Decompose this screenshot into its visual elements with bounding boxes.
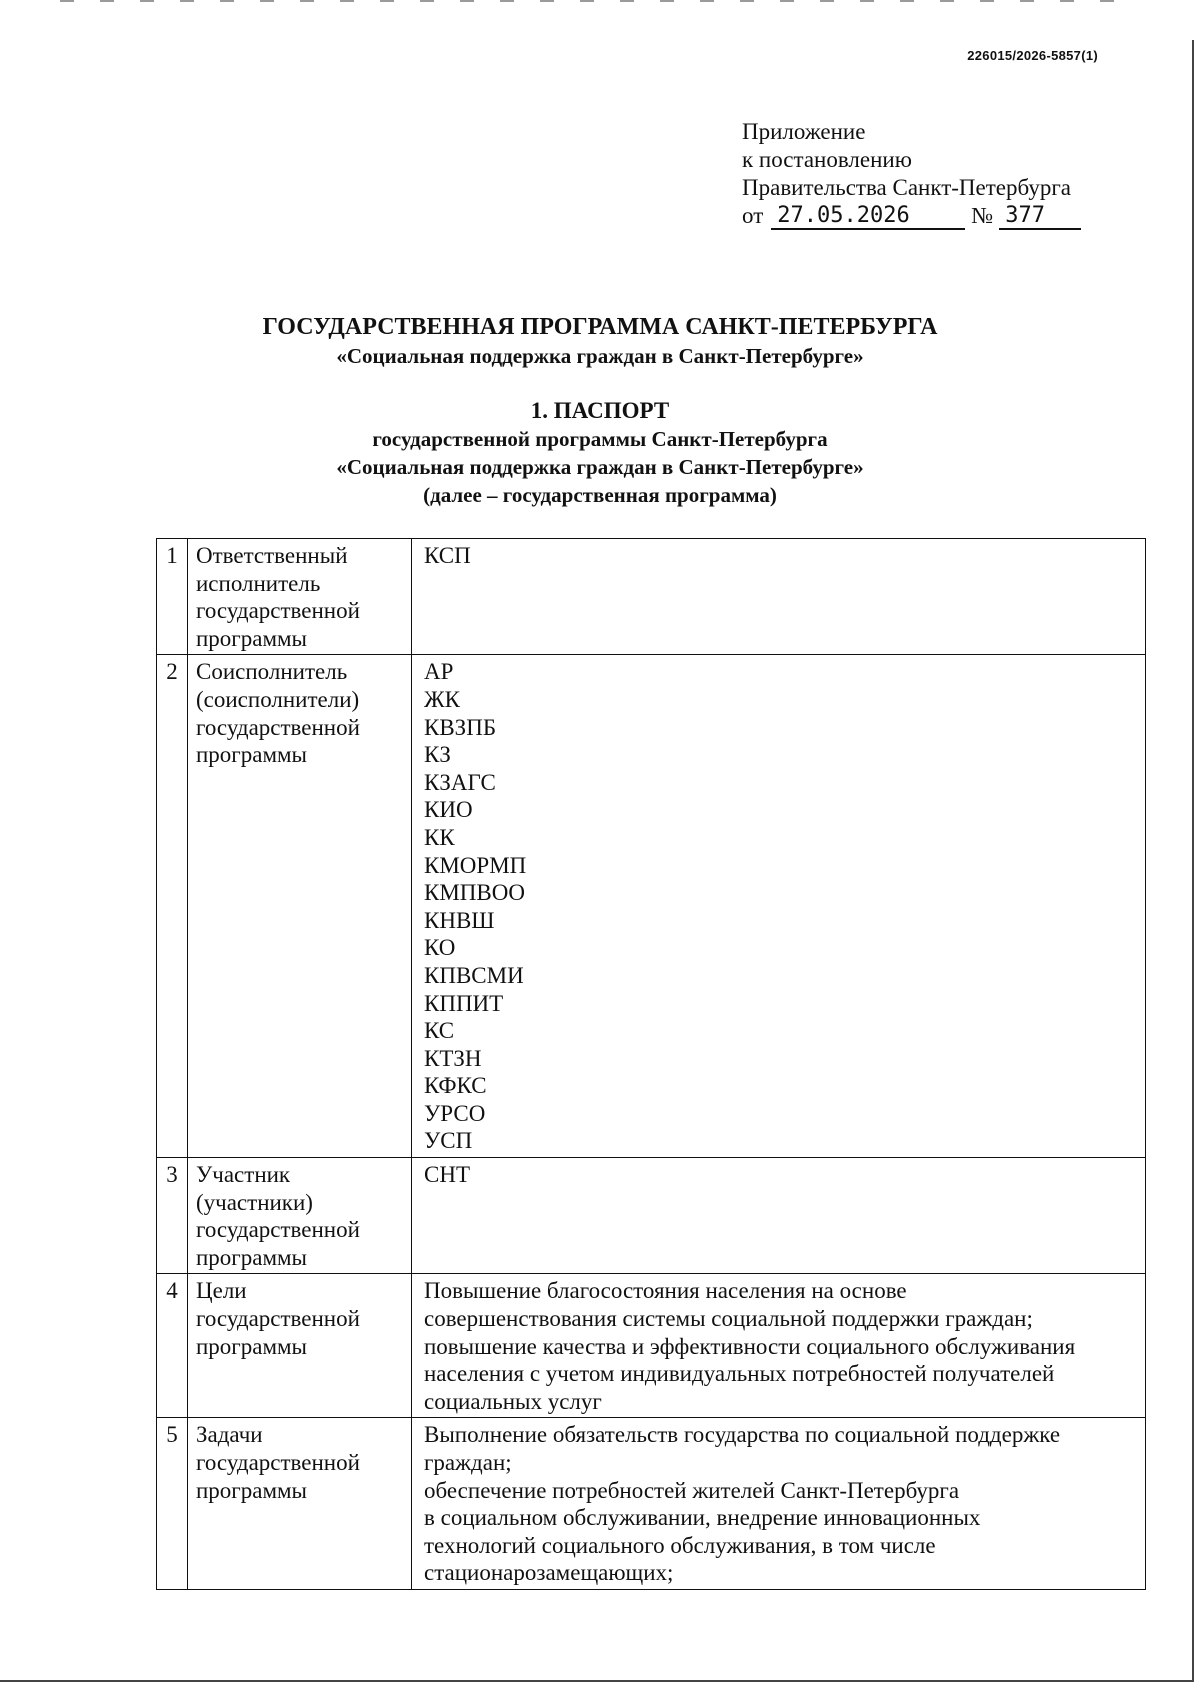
row-value [412, 655, 1146, 1158]
section-line-1: государственной программы Санкт-Петербурга [372, 427, 828, 451]
row-number: 5 [157, 1418, 188, 1590]
row-label [188, 539, 412, 655]
label-line: государственной [196, 1306, 360, 1332]
table-row [157, 1274, 1146, 1418]
label-line: программы [196, 1244, 308, 1270]
section-line-3: (далее – государственная программа) [423, 483, 777, 507]
appendix-block [742, 118, 1081, 230]
co-executor-item: КС [424, 1018, 455, 1044]
co-executor-item: КВЗПБ [424, 714, 497, 740]
passport-table [156, 538, 1146, 1590]
label-line: Соисполнитель [196, 659, 348, 685]
resolution-date: 27.05.2026 [771, 204, 965, 230]
row-number: 4 [157, 1274, 188, 1418]
label-line: Задачи [196, 1422, 263, 1448]
section-heading: 1. ПАСПОРТ [530, 398, 670, 423]
label-line: (участники) [196, 1189, 313, 1215]
co-executor-item: АР [424, 659, 454, 685]
scan-edge-bottom [0, 1680, 1194, 1682]
label-line: Ответственный [196, 543, 348, 568]
document-registration-code: 226015/2026-5857(1) [967, 48, 1098, 63]
row-label [188, 1418, 412, 1590]
value-line: СНТ [424, 1162, 470, 1188]
table-row [157, 1158, 1146, 1274]
row-label [188, 1274, 412, 1418]
co-executor-item: КМОРМП [424, 852, 527, 878]
co-executor-item: ЖК [424, 686, 460, 712]
co-executor-item: КППИТ [424, 990, 504, 1016]
row-value [412, 1418, 1146, 1590]
row-number: 1 [157, 539, 188, 655]
program-title: ГОСУДАРСТВЕННАЯ ПРОГРАММА САНКТ-ПЕТЕРБУРГА [262, 314, 938, 340]
label-line: государственной [196, 598, 360, 624]
co-executor-item: КПВСМИ [424, 962, 524, 988]
value-line: Выполнение обязательств государства по социальной поддержке [424, 1422, 1061, 1448]
appendix-line-3: Правительства Санкт-Петербурга [742, 175, 1071, 200]
value-line: социальных услуг [424, 1388, 602, 1414]
co-executor-item: УРСО [424, 1100, 486, 1126]
label-line: исполнитель [196, 570, 321, 596]
value-line: обеспечение потребностей жителей Санкт-Петербурга [424, 1477, 960, 1503]
label-line: программы [196, 742, 308, 768]
row-label [188, 655, 412, 1158]
value-line: в социальном обслуживании, внедрение инновационных [424, 1505, 981, 1531]
title-block [0, 312, 1200, 509]
section-line-2: «Социальная поддержка граждан в Санкт-Петербурге» [336, 455, 864, 479]
label-line: программы [196, 1333, 308, 1359]
co-executor-item: КНВШ [424, 907, 495, 933]
value-line: технологий социального обслуживания, в том числе [424, 1532, 936, 1558]
number-sign: № [971, 203, 994, 228]
table-row [157, 655, 1146, 1158]
co-executor-item: КК [424, 824, 455, 850]
label-line: государственной [196, 1450, 360, 1475]
value-line: КСП [424, 543, 471, 568]
label-line: (соисполнители) [196, 686, 360, 712]
co-executor-item: КФКС [424, 1073, 487, 1099]
label-line: государственной [196, 714, 360, 740]
scan-edge-top [60, 0, 1140, 2]
value-line: стационарозамещающих; [424, 1560, 674, 1586]
resolution-number: 377 [999, 204, 1081, 230]
scan-edge-right [1192, 40, 1194, 1682]
co-executor-item: УСП [424, 1128, 473, 1154]
value-line: повышение качества и эффективности социального обслуживания [424, 1333, 1076, 1359]
table-row [157, 1418, 1146, 1590]
row-number: 3 [157, 1158, 188, 1274]
co-executor-item: КЗ [424, 742, 451, 768]
row-number: 2 [157, 655, 188, 1158]
value-line: граждан; [424, 1450, 512, 1475]
co-executor-item: КЗАГС [424, 769, 496, 795]
appendix-line-2: к постановлению [742, 147, 912, 172]
label-line: государственной [196, 1217, 360, 1243]
value-line: совершенствования системы социальной поддержки граждан; [424, 1306, 1033, 1332]
program-subtitle: «Социальная поддержка граждан в Санкт-Петербурге» [336, 344, 864, 368]
co-executor-item: КО [424, 935, 456, 961]
appendix-date-line [742, 202, 1081, 230]
row-value [412, 1158, 1146, 1274]
label-line: программы [196, 1477, 308, 1503]
label-line: Участник [196, 1162, 291, 1188]
appendix-line-1: Приложение [742, 119, 866, 144]
value-line: населения с учетом индивидуальных потребностей получателей [424, 1361, 1055, 1387]
row-value [412, 539, 1146, 655]
date-prefix: от [742, 203, 764, 228]
row-label [188, 1158, 412, 1274]
co-executor-item: КТЗН [424, 1045, 482, 1071]
label-line: программы [196, 625, 308, 651]
co-executor-item: КИО [424, 797, 473, 823]
label-line: Цели [196, 1278, 247, 1304]
co-executor-item: КМПВОО [424, 880, 525, 906]
value-line: Повышение благосостояния населения на основе [424, 1278, 907, 1304]
table-row [157, 539, 1146, 655]
row-value [412, 1274, 1146, 1418]
